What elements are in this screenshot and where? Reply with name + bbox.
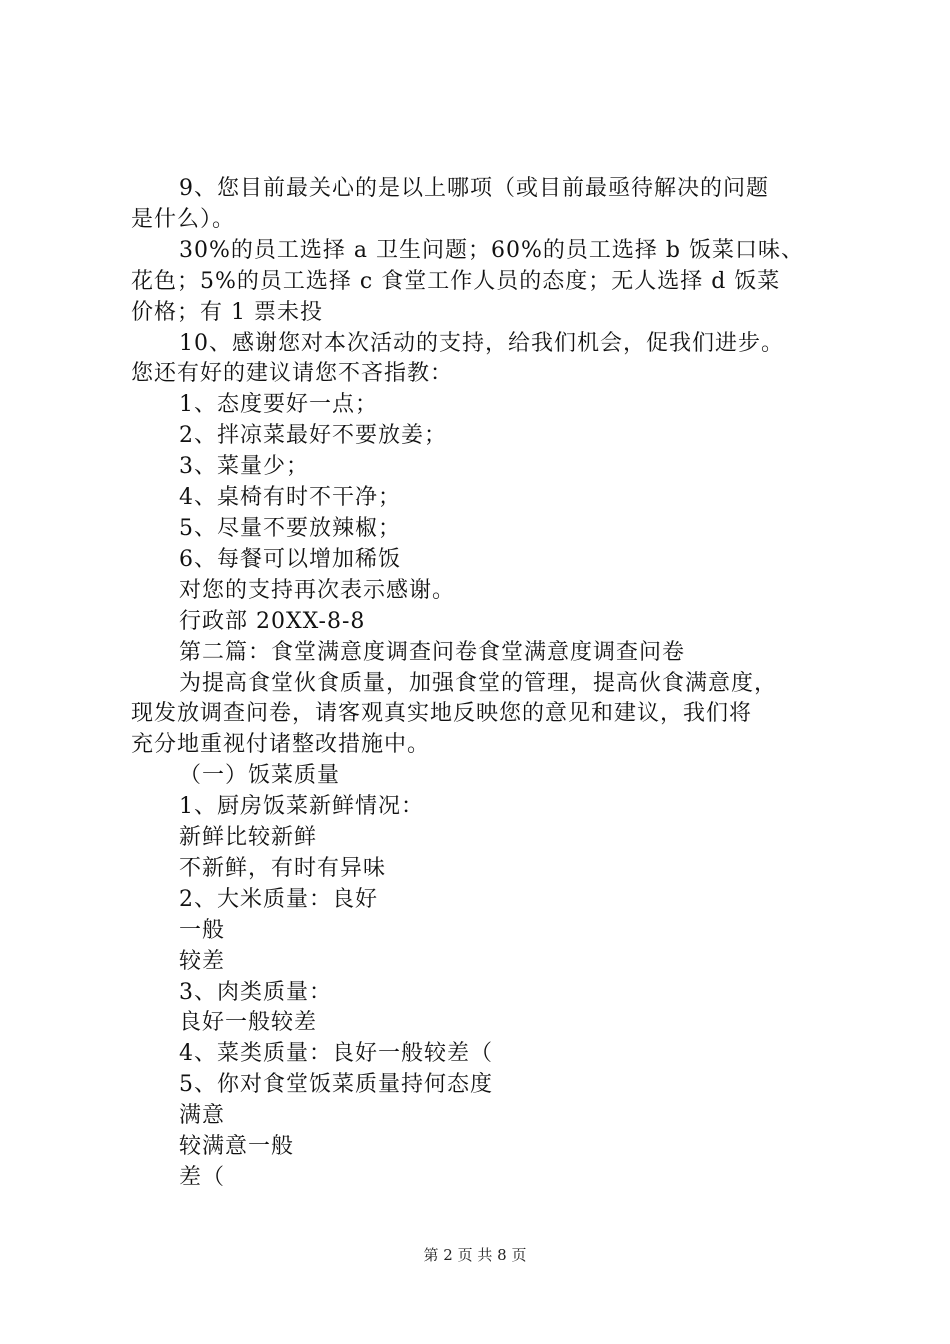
text-line: （一）饭菜质量 [179, 763, 341, 789]
text-line: 不新鲜，有时有异味 [179, 855, 387, 881]
text-line: 对您的支持再次表示感谢。 [179, 577, 456, 603]
text-line: 新鲜比较新鲜 [179, 825, 318, 851]
text-line: 2、拌凉菜最好不要放姜； [179, 423, 447, 449]
document-body [131, 174, 843, 1194]
text-line: 6、每餐可以增加稀饭 [179, 546, 401, 572]
text-line: 4、桌椅有时不干净； [179, 485, 401, 511]
text-line: 是什么）。 [131, 206, 236, 232]
text-line: 为提高食堂伙食质量，加强食堂的管理，提高伙食满意度， [179, 670, 778, 696]
text-line: 差（ [179, 1165, 226, 1190]
text-line: 您还有好的建议请您不吝指教： [131, 361, 454, 387]
text-line: 行政部 20XX-8-8 [179, 608, 366, 634]
text-line: 2、大米质量：良好 [179, 886, 378, 912]
text-line: 3、肉类质量： [179, 979, 332, 1005]
text-line: 4、菜类质量：良好一般较差（ [179, 1041, 493, 1067]
text-line: 较差 [179, 948, 226, 974]
text-line: 5、你对食堂饭菜质量持何态度 [179, 1072, 493, 1098]
text-line: 1、厨房饭菜新鲜情况： [179, 794, 424, 820]
text-line: 9、您目前最关心的是以上哪项（或目前最亟待解决的问题 [179, 176, 769, 201]
text-line: 充分地重视付诸整改措施中。 [131, 732, 431, 758]
text-line: 一般 [179, 917, 226, 943]
text-line: 3、菜量少； [179, 454, 309, 480]
text-line: 花色；5%的员工选择 c 食堂工作人员的态度；无人选择 d 饭菜 [131, 268, 781, 294]
text-line: 良好一般较差 [179, 1010, 318, 1036]
text-line: 较满意一般 [179, 1134, 295, 1160]
text-line: 价格；有 1 票未投 [131, 299, 323, 325]
text-line: 10、感谢您对本次活动的支持，给我们机会，促我们进步。 [179, 330, 784, 356]
text-line: 30%的员工选择 a 卫生问题；60%的员工选择 b 饭菜口味、 [179, 237, 804, 263]
text-line: 1、态度要好一点； [179, 392, 378, 418]
text-line: 5、尽量不要放辣椒； [179, 515, 401, 541]
text-line: 现发放调查问卷，请客观真实地反映您的意见和建议，我们将 [131, 701, 753, 727]
text-line: 满意 [179, 1103, 226, 1129]
page-footer: 第 2 页 共 8 页 [423, 1246, 527, 1264]
text-line: 第二篇：食堂满意度调查问卷食堂满意度调查问卷 [179, 639, 686, 665]
